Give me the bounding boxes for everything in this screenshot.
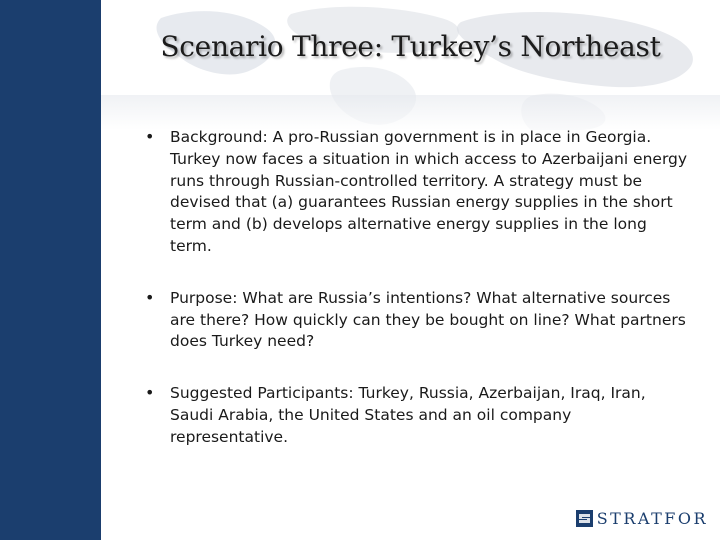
slide-title: Scenario Three: Turkey’s Northeast [160,30,661,63]
bullet-marker: • [145,383,155,403]
world-map-watermark [101,0,720,130]
bullet-text: Purpose: What are Russia’s intentions? What alternative sources are there? How quickly can they be bought on line? What partners does Turkey need? [170,288,686,351]
stratfor-logo [576,509,708,528]
bullet-list [145,127,690,449]
bullet-background [145,127,690,258]
bullet-marker: • [145,127,155,146]
stratfor-logo-icon [576,510,593,527]
bullet-participants [145,383,690,448]
logo-wordmark: STRATFOR [596,509,708,528]
bullet-purpose [145,288,690,353]
bullet-text: Background: A pro-Russian government is in place in Georgia. Turkey now faces a situation in which access to Azerbaijani energy runs through Russian-controlled territory. A strategy must be devised that (a) guarantees Russian energy supplies in the short term and (b) develops alternative energy supplies in the long term. [170,128,688,255]
bullet-marker: • [145,287,155,307]
left-sidebar-band [0,0,101,540]
bullet-text: Suggested Participants: Turkey, Russia, Azerbaijan, Iraq, Iran, Saudi Arabia, the United States and an oil company representative. [170,384,646,446]
